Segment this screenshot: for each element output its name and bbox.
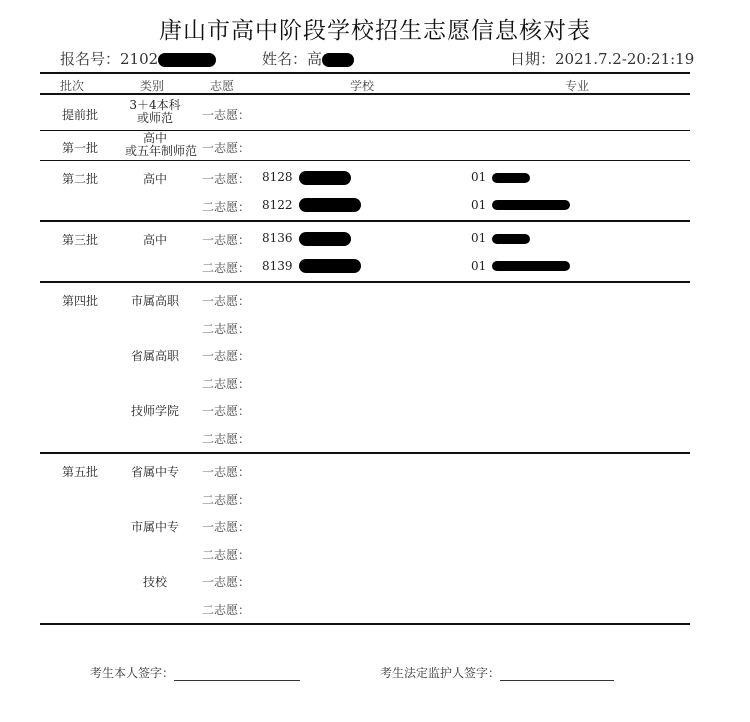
redaction	[492, 234, 530, 244]
table-row	[40, 484, 690, 512]
redaction	[158, 53, 216, 67]
school-code: 8122	[262, 197, 293, 212]
table-header	[40, 74, 690, 95]
registration-number	[60, 48, 216, 69]
table-row	[40, 340, 690, 368]
school-cell	[262, 259, 361, 274]
choice-label: 一志愿：	[202, 172, 251, 186]
category-line: 技校	[142, 575, 167, 589]
table-row	[40, 99, 690, 127]
date-value: 2021.7.2-20:21:19	[555, 50, 695, 68]
category	[125, 130, 198, 158]
category-line: 高中	[142, 172, 167, 186]
major-code: 01	[471, 258, 487, 273]
table-row	[40, 252, 690, 280]
guardian-signature-label: 考生法定监护人签字：	[380, 666, 501, 680]
choice-label: 二志愿：	[202, 492, 251, 507]
batch-name: 第四批	[62, 294, 99, 308]
table-body	[40, 95, 690, 625]
choice-label: 二志愿：	[202, 260, 251, 275]
student-name	[262, 48, 354, 69]
batch-name: 第一批	[62, 140, 99, 155]
choice-label: 一志愿：	[202, 233, 251, 247]
table-row	[40, 539, 690, 567]
batch-name: 提前批	[62, 108, 99, 122]
table-row	[40, 191, 690, 219]
choice-label: 一志愿：	[202, 520, 251, 534]
category	[125, 463, 185, 480]
category-line: 技师学院	[130, 404, 179, 418]
redaction	[299, 232, 351, 246]
choice-label: 一志愿：	[202, 349, 251, 363]
category-line: 市属高职	[130, 294, 179, 308]
batch-section	[40, 283, 690, 454]
category	[125, 99, 185, 125]
category-line: 高中	[142, 130, 167, 145]
category	[125, 402, 185, 419]
choice-label: 二志愿：	[202, 431, 251, 446]
school-code: 8128	[262, 170, 293, 184]
student-signature-line[interactable]	[174, 680, 300, 681]
category-line: 省属中专	[130, 465, 179, 479]
choice-label: 一志愿：	[202, 404, 251, 418]
table-row	[40, 456, 690, 484]
redaction	[299, 259, 361, 273]
batch-section	[40, 95, 690, 131]
choice-label: 一志愿：	[202, 294, 251, 308]
school-code: 8136	[262, 231, 293, 245]
redaction	[299, 171, 351, 185]
header-major: 专业	[565, 79, 590, 93]
page-title: 唐山市高中阶段学校招生志愿信息核对表	[159, 18, 591, 44]
table-row	[40, 368, 690, 396]
choice-label: 二志愿：	[202, 199, 251, 214]
category	[125, 573, 185, 590]
school-cell	[262, 231, 351, 246]
batch-section	[40, 131, 690, 162]
table-row	[40, 594, 690, 622]
choice-label: 二志愿：	[202, 602, 251, 617]
major-cell	[471, 231, 530, 245]
category	[125, 518, 185, 535]
batch-name: 第五批	[62, 465, 99, 479]
category-line: 市属中专	[130, 520, 179, 534]
reg-value: 2102	[120, 50, 159, 68]
table-row	[40, 511, 690, 539]
student-signature-label: 考生本人签字：	[90, 666, 175, 680]
table-row	[40, 313, 690, 341]
header-category: 类别	[140, 79, 165, 93]
category-line: 或五年制师范	[125, 143, 198, 158]
header-batch: 批次	[60, 79, 85, 93]
date	[510, 48, 694, 69]
guardian-signature-line[interactable]	[500, 680, 614, 681]
choice-label: 二志愿：	[202, 321, 251, 336]
major-cell	[471, 259, 570, 273]
table-row	[40, 132, 690, 160]
category	[125, 292, 185, 309]
category	[125, 231, 185, 248]
table-row	[40, 224, 690, 252]
redaction	[299, 198, 361, 212]
date-label: 日期：	[510, 50, 556, 68]
major-cell	[471, 170, 530, 184]
batch-section	[40, 454, 690, 625]
table-row	[40, 285, 690, 313]
major-code: 01	[471, 197, 487, 212]
reg-label: 报名号：	[60, 50, 121, 68]
choices-table	[40, 72, 690, 625]
redaction	[492, 261, 570, 271]
school-code: 8139	[262, 258, 293, 273]
category-line: 或师范	[136, 111, 173, 125]
table-row	[40, 566, 690, 594]
batch-name: 第三批	[62, 233, 99, 247]
choice-label: 一志愿：	[202, 140, 251, 155]
category-line: 高中	[142, 233, 167, 247]
category	[125, 347, 185, 364]
major-code: 01	[471, 170, 487, 184]
choice-label: 一志愿：	[202, 108, 251, 122]
header-school: 学校	[350, 79, 375, 93]
school-cell	[262, 170, 351, 185]
school-cell	[262, 198, 361, 213]
major-cell	[471, 198, 570, 212]
choice-label: 二志愿：	[202, 547, 251, 562]
name-value: 高	[307, 50, 323, 68]
category-line: 3＋4本科	[129, 98, 181, 112]
batch-section	[40, 161, 690, 222]
category-line: 省属高职	[130, 349, 179, 363]
major-code: 01	[471, 231, 487, 245]
table-row	[40, 395, 690, 423]
choice-label: 一志愿：	[202, 575, 251, 589]
batch-name: 第二批	[62, 172, 99, 186]
category	[125, 170, 185, 187]
name-label: 姓名：	[262, 50, 308, 68]
choice-label: 二志愿：	[202, 376, 251, 391]
batch-section	[40, 222, 690, 283]
redaction	[322, 53, 354, 67]
choice-label: 一志愿：	[202, 465, 251, 479]
header-choice: 志愿	[210, 79, 235, 93]
redaction	[492, 200, 570, 210]
redaction	[492, 173, 530, 183]
student-signature	[90, 664, 300, 681]
table-row	[40, 163, 690, 191]
guardian-signature	[380, 664, 614, 681]
table-row	[40, 423, 690, 451]
